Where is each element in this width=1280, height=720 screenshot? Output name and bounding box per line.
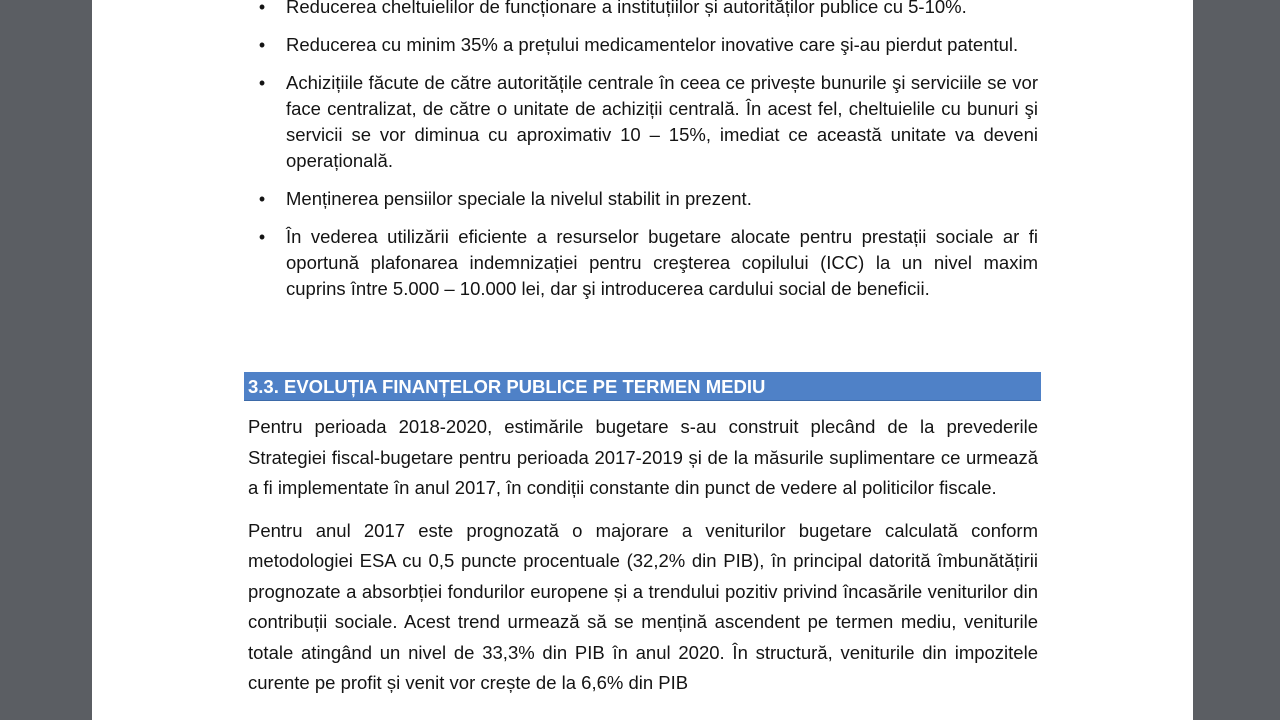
bullet-text: Reducerea cheltuielilor de funcționare a instituțiilor și autorităților publice cu 5-10%. <box>286 0 967 17</box>
bullet-icon: • <box>258 0 266 17</box>
bullet-text: În vederea utilizării eficiente a resurselor bugetare alocate pentru prestații sociale ar fi oportună plafonarea indemnizației pentru creşterea copilului (ICC) la un nivel maxim cuprins între 5.000 – 10.000 lei, dar şi introducerea cardului social de beneficii. <box>286 226 1038 299</box>
bullet-text: Achizițiile făcute de către autoritățile centrale în ceea ce privește bunurile şi serviciile se vor face centralizat, de către o unitate de achiziții centrală. În acest fel, cheltuielile cu bunuri şi servicii se vor diminua cu aproximativ 10 – 15%, imediat ce această unitate va deveni operațională. <box>286 72 1038 171</box>
document-page[interactable] <box>92 0 1193 720</box>
bullet-item <box>250 70 1038 174</box>
bullet-text: Reducerea cu minim 35% a prețului medicamentelor inovative care şi-au pierdut patentul. <box>286 34 1019 55</box>
body-paragraph: Pentru anul 2017 este prognozată o majorare a veniturilor bugetare calculată conform metodologiei ESA cu 0,5 puncte procentuale (32,2% din PIB), în principal datorită îmbunătățirii prognozate a absorbției fondurilor europene și a trendului pozitiv privind încasările veniturilor din contribuții sociale. Acest trend urmează să se mențină ascendent pe termen mediu, veniturile totale atingând un nivel de 33,3% din PIB în anul 2020. În structură, veniturile din impozitele curente pe profit și venit vor crește de la 6,6% din PIB <box>248 519 1038 693</box>
bullet-icon: • <box>258 73 266 93</box>
bullet-text: Menținerea pensiilor speciale la nivelul stabilit in prezent. <box>286 188 752 209</box>
bullet-icon: • <box>258 189 266 209</box>
bullet-icon: • <box>258 227 266 247</box>
section-heading: 3.3. EVOLUȚIA FINANȚELOR PUBLICE PE TERMEN MEDIU <box>244 372 1041 401</box>
body-paragraph: Pentru perioada 2018-2020, estimările bugetare s-au construit plecând de la prevederile Strategiei fiscal-bugetare pentru perioada 2017-2019 și de la măsurile suplimentare ce urmează a fi implementate în anul 2017, în condiții constante din punct de vedere al politicilor fiscale. <box>248 416 1038 498</box>
bullet-item <box>250 0 1038 20</box>
bullet-item <box>250 32 1038 58</box>
section-body <box>248 412 1038 711</box>
measures-bullet-list <box>250 0 1038 314</box>
bullet-item <box>250 186 1038 212</box>
bullet-item <box>250 224 1038 302</box>
bullet-icon: • <box>258 35 266 55</box>
